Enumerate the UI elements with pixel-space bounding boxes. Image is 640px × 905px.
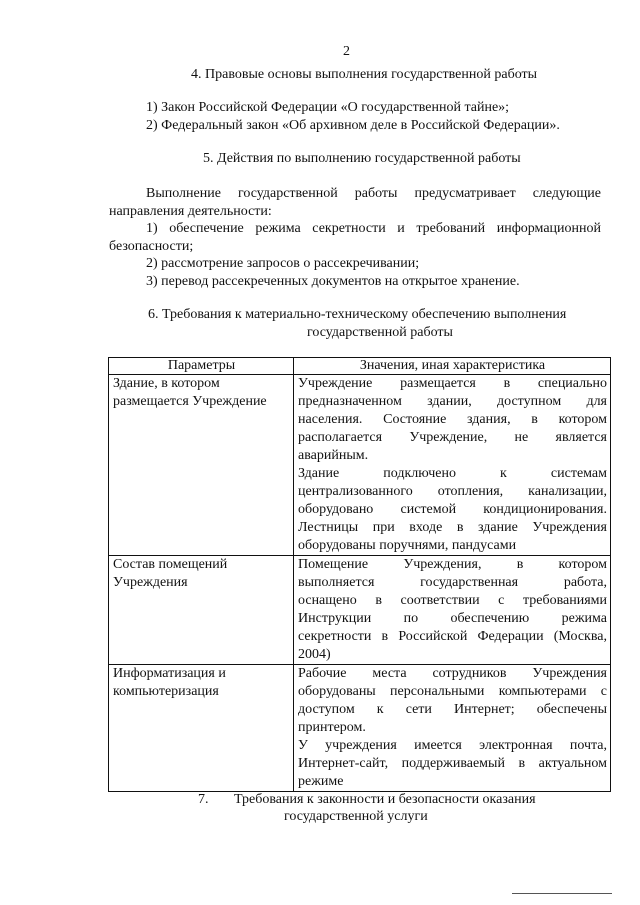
value-line: Учреждение размещается в специально (298, 376, 607, 391)
column-header-parameters: Параметры (109, 358, 294, 375)
section5-item3: 3) перевод рассекреченных документов на открытое хранение. (146, 274, 520, 289)
parameter-line: Состав помещений (113, 557, 228, 572)
section6-heading-line2: государственной работы (307, 325, 453, 340)
table-cell-parameter (109, 375, 294, 556)
parameter-line: Информатизация и (113, 666, 226, 681)
section7-heading-line1: Требования к законности и безопасности оказания (234, 792, 536, 807)
value-line: оборудовано системой кондиционирования. (298, 502, 607, 517)
value-line: предназначенном здании, доступном для (298, 394, 607, 409)
value-line: оборудованы поручнями, пандусами (298, 538, 517, 553)
table-cell-value (294, 375, 611, 556)
section4-heading: 4. Правовые основы выполнения государственной работы (191, 67, 538, 82)
page-number: 2 (343, 44, 350, 59)
value-line: Рабочие места сотрудников Учреждения (298, 666, 607, 681)
section5-intro-line2: направления деятельности: (109, 204, 272, 219)
section5-item2: 2) рассмотрение запросов о рассекречивании; (146, 256, 420, 271)
value-line: Помещение Учреждения, в котором (298, 557, 607, 572)
table-cell-parameter (109, 665, 294, 792)
value-line: населения. Состояние здания, в котором (298, 412, 607, 427)
value-line: режиме (298, 774, 344, 789)
section5-intro-line1: Выполнение государственной работы предусматривает следующие (146, 186, 601, 201)
value-line: Здание подключено к системам (298, 466, 607, 481)
value-line: располагается Учреждение, не является (298, 430, 607, 445)
table-header-row (109, 358, 611, 375)
section4-item-1: 1) Закон Российской Федерации «О государственной тайне»; (146, 100, 510, 115)
section6-heading-line1: 6. Требования к материально-техническому обеспечению выполнения (148, 307, 567, 322)
parameter-line: Учреждения (113, 575, 188, 590)
parameter-line: размещается Учреждение (113, 394, 267, 409)
section5-item1-line1: 1) обеспечение режима секретности и требований информационной (146, 221, 601, 236)
value-line: выполняется государственная работа, (298, 575, 607, 590)
value-line: У учреждения имеется электронная почта, (298, 738, 607, 753)
table-row (109, 665, 611, 792)
value-line: Инструкции по обеспечению режима (298, 611, 607, 626)
footer-divider (512, 893, 612, 894)
value-line: оборудованы персональными компьютерами с (298, 684, 607, 699)
value-line: 2004) (298, 647, 331, 662)
value-line: принтером. (298, 720, 366, 735)
value-line: централизованного отопления, канализации, (298, 484, 607, 499)
parameter-line: Здание, в котором (113, 376, 220, 391)
value-line: Лестницы при входе в здание Учреждения (298, 520, 607, 535)
section5-heading: 5. Действия по выполнению государственной работы (203, 151, 521, 166)
parameter-line: компьютеризация (113, 684, 219, 699)
column-header-values: Значения, иная характеристика (294, 358, 611, 375)
section7-number: 7. (198, 792, 209, 807)
section7-heading-line2: государственной услуги (284, 809, 428, 824)
value-line: секретности в Российской Федерации (Москва, (298, 629, 607, 644)
section4-item-2: 2) Федеральный закон «Об архивном деле в Российской Федерации». (146, 118, 560, 133)
table-cell-parameter (109, 556, 294, 665)
requirements-table (108, 357, 611, 792)
table-cell-value (294, 556, 611, 665)
value-line: оснащено в соответствии с требованиями (298, 593, 607, 608)
section5-item1-line2: безопасности; (109, 239, 194, 254)
table-row (109, 556, 611, 665)
table-row (109, 375, 611, 556)
table-cell-value (294, 665, 611, 792)
value-line: Интернет-сайт, поддерживаемый в актуальном (298, 756, 607, 771)
value-line: доступом к сети Интернет; обеспечены (298, 702, 607, 717)
value-line: аварийным. (298, 448, 369, 463)
